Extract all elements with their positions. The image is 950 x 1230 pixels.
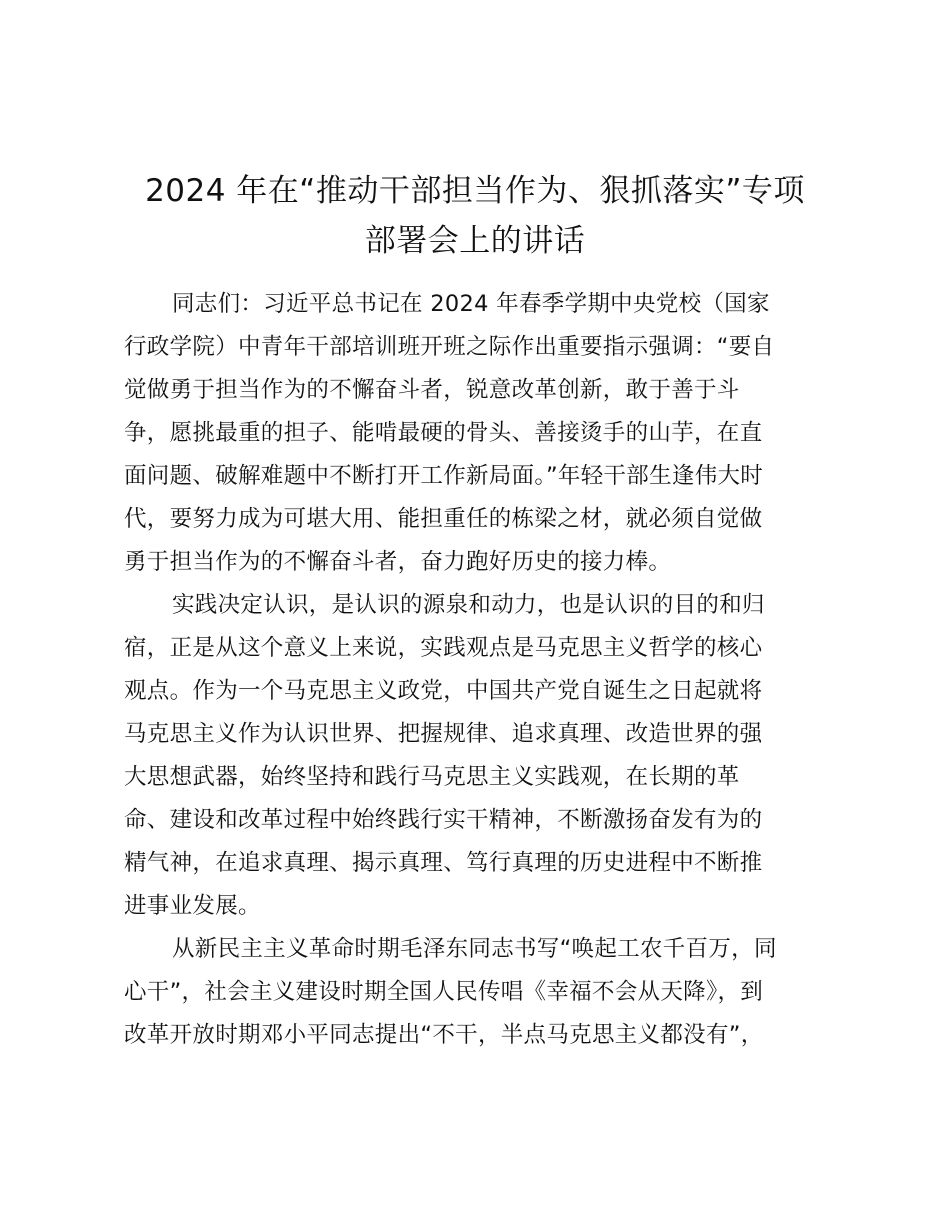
paragraph-line: 从新民主主义革命时期毛泽东同志书写“唤起工农千百万，同 [172,936,777,962]
paragraph-line: 改革开放时期邓小平同志提出“不干，半点马克思主义都没有”， [124,1022,764,1048]
paragraph-line: 面问题、破解难题中不断打开工作新局面。”年轻干部生逢伟大时 [124,463,764,489]
title-line-1: 2024 年在“推动干部担当作为、狠抓落实”专项 [145,173,805,209]
paragraph-2 [124,584,832,928]
paragraph-line: 命、建设和改革过程中始终践行实干精神，不断激扬奋发有为的 [124,807,763,833]
paragraph-line: 大思想武器，始终坚持和践行马克思主义实践观，在长期的革 [124,764,740,790]
paragraph-line: 觉做勇于担当作为的不懈奋斗者，锐意改革创新，敢于善于斗 [124,377,740,403]
paragraph-line: 精气神，在追求真理、揭示真理、笃行真理的历史进程中不断推 [124,850,763,876]
paragraph-1 [124,283,832,584]
paragraph-3 [124,928,832,1057]
paragraph-line: 马克思主义作为认识世界、把握规律、追求真理、改造世界的强 [124,721,763,747]
paragraph-line: 进事业发展。 [124,893,261,919]
paragraph-line: 宿，正是从这个意义上来说，实践观点是马克思主义哲学的核心 [124,635,763,661]
paragraph-line: 观点。作为一个马克思主义政党，中国共产党自诞生之日起就将 [124,678,763,704]
paragraph-line: 争，愿挑最重的担子、能啃最硬的骨头、善接烫手的山芋，在直 [124,420,763,446]
document-body [124,283,832,1057]
paragraph-line: 心干”，社会主义建设时期全国人民传唱《幸福不会从天降》，到 [124,979,764,1005]
document-title [110,166,840,266]
paragraph-line: 同志们：习近平总书记在 2024 年春季学期中央党校（国家 [172,291,770,317]
paragraph-line: 代，要努力成为可堪大用、能担重任的栋梁之材，就必须自觉做 [124,506,763,532]
paragraph-line: 勇于担当作为的不懈奋斗者，奋力跑好历史的接力棒。 [124,549,672,575]
paragraph-line: 实践决定认识，是认识的源泉和动力，也是认识的目的和归 [172,592,765,618]
paragraph-line: 行政学院）中青年干部培训班开班之际作出重要指示强调：“要自 [124,334,775,360]
title-line-2: 部署会上的讲话 [364,223,586,259]
